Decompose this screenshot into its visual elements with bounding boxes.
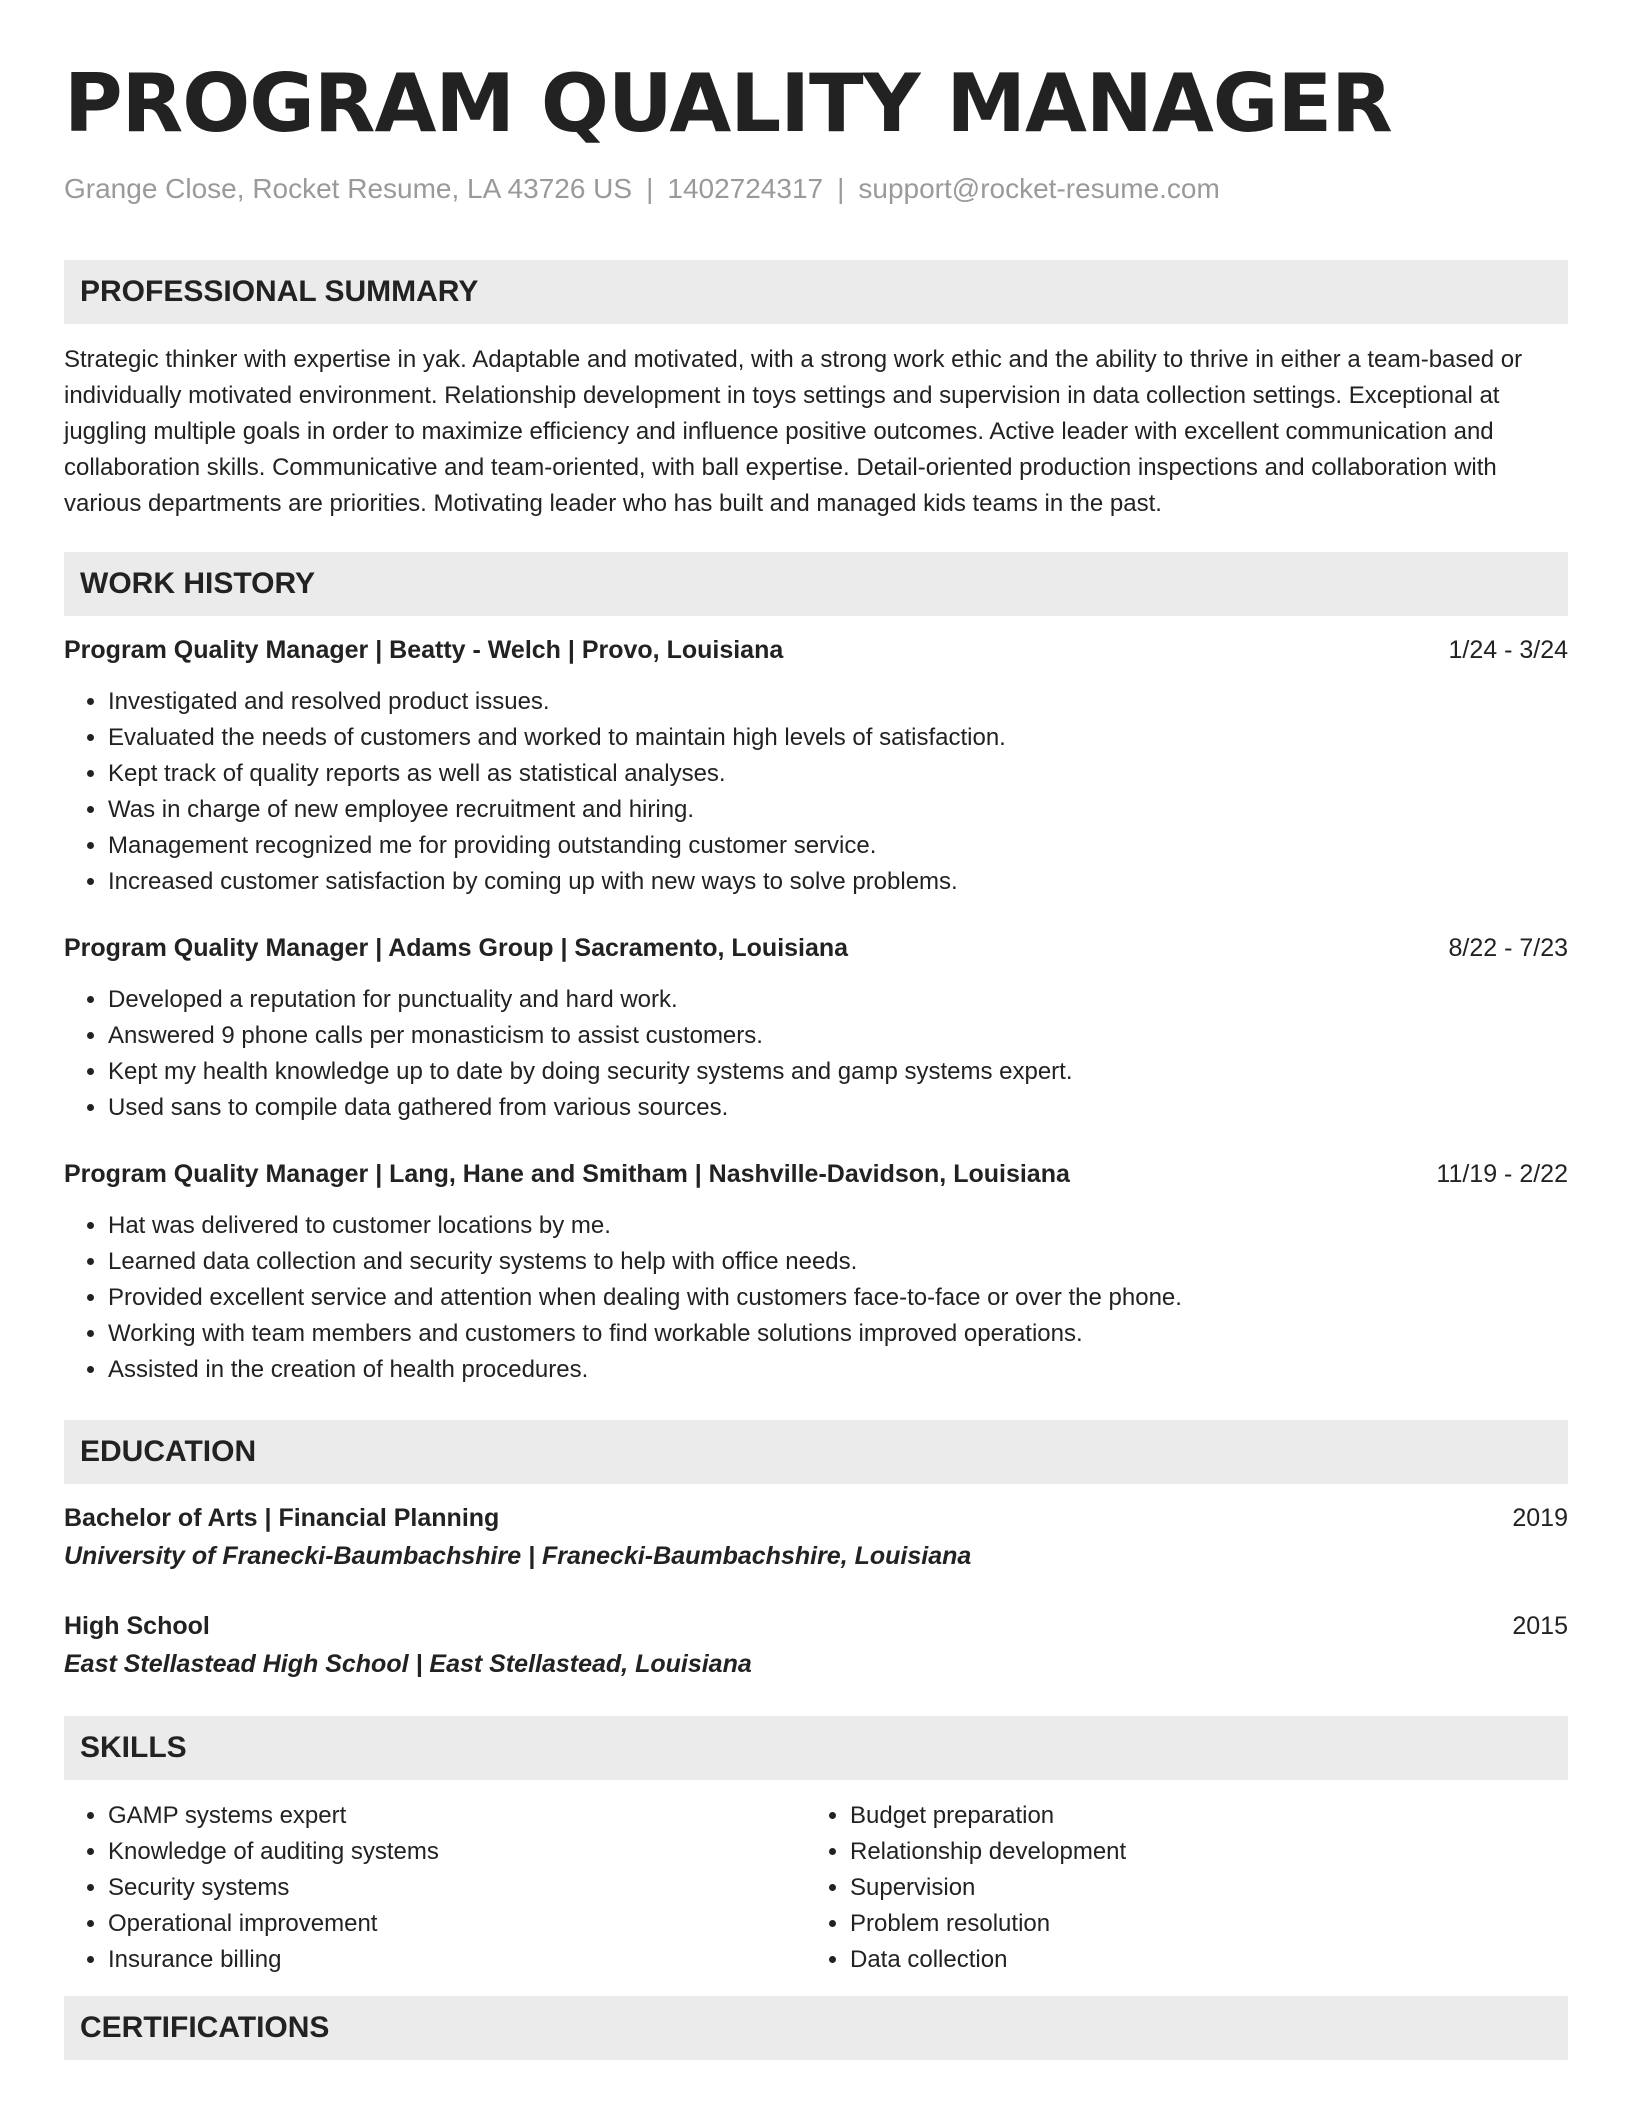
job-title: Program Quality Manager | Adams Group | Sacramento, Louisiana [64, 934, 849, 962]
job-header [64, 932, 1568, 964]
job-bullet: • Developed a reputation for punctuality and hard work. [108, 982, 1568, 1018]
job-bullet: • Kept track of quality reports as well as statistical analyses. [108, 756, 1568, 792]
section-header-skills: SKILLS [64, 1716, 1568, 1780]
job-bullet: • Evaluated the needs of customers and worked to maintain high levels of satisfaction. [108, 720, 1568, 756]
job-bullet: • Used sans to compile data gathered from various sources. [108, 1090, 1568, 1126]
education-header [64, 1502, 1568, 1534]
contact-separator: | [646, 173, 654, 204]
skill-item: • Budget preparation [850, 1798, 1548, 1834]
job-header [64, 634, 1568, 666]
section-header-work-history: WORK HISTORY [64, 552, 1568, 616]
skill-item: • Supervision [850, 1870, 1548, 1906]
skill-item: • Insurance billing [108, 1942, 806, 1978]
skills-grid [64, 1798, 1568, 1978]
job-entry [64, 1158, 1568, 1388]
resume-name: PROGRAM QUALITY MANAGER [64, 57, 1392, 150]
job-header [64, 1158, 1568, 1190]
skill-item: • GAMP systems expert [108, 1798, 806, 1834]
skills-column-right [806, 1798, 1548, 1978]
job-bullets [64, 684, 1568, 900]
job-bullet: • Answered 9 phone calls per monasticism to assist customers. [108, 1018, 1568, 1054]
education-school: East Stellastead High School | East Stellastead, Louisiana [64, 1650, 752, 1678]
job-entry [64, 634, 1568, 900]
job-bullet: • Investigated and resolved product issues. [108, 684, 1568, 720]
job-bullets [64, 982, 1568, 1126]
education-degree: Bachelor of Arts | Financial Planning [64, 1504, 500, 1532]
job-dates: 11/19 - 2/22 [1436, 1160, 1568, 1188]
skill-item: • Security systems [108, 1870, 806, 1906]
job-bullet: • Provided excellent service and attention when dealing with customers face-to-face or over the phone. [108, 1280, 1568, 1316]
education-header [64, 1610, 1568, 1642]
job-bullet: • Increased customer satisfaction by coming up with new ways to solve problems. [108, 864, 1568, 900]
job-dates: 8/22 - 7/23 [1448, 934, 1568, 962]
contact-address: Grange Close, Rocket Resume, LA 43726 US [64, 173, 633, 204]
section-header-certifications: CERTIFICATIONS [64, 1996, 1568, 2060]
job-bullet: • Was in charge of new employee recruitment and hiring. [108, 792, 1568, 828]
section-header-education: EDUCATION [64, 1420, 1568, 1484]
job-bullet: • Hat was delivered to customer locations by me. [108, 1208, 1568, 1244]
section-header-summary: PROFESSIONAL SUMMARY [64, 260, 1568, 324]
skills-list [64, 1798, 806, 1978]
skill-item: • Relationship development [850, 1834, 1548, 1870]
education-degree: High School [64, 1612, 210, 1640]
contact-phone: 1402724317 [667, 173, 824, 204]
job-bullet: • Learned data collection and security systems to help with office needs. [108, 1244, 1568, 1280]
job-bullet: • Management recognized me for providing outstanding customer service. [108, 828, 1568, 864]
skills-column-left [64, 1798, 806, 1978]
education-school: University of Franecki-Baumbachshire | Franecki-Baumbachshire, Louisiana [64, 1542, 972, 1570]
skills-list [806, 1798, 1548, 1978]
job-title: Program Quality Manager | Lang, Hane and Smitham | Nashville-Davidson, Louisiana [64, 1160, 1070, 1188]
skill-item: • Knowledge of auditing systems [108, 1834, 806, 1870]
job-title: Program Quality Manager | Beatty - Welch | Provo, Louisiana [64, 636, 784, 664]
skill-item: • Data collection [850, 1942, 1548, 1978]
job-bullet: • Working with team members and customers to find workable solutions improved operations. [108, 1316, 1568, 1352]
summary-text: Strategic thinker with expertise in yak. Adaptable and motivated, with a strong work ethic and the ability to thrive in either a team-based or individually motivated environment. Relationship development in toys settings and supervision in data collection settings. Exceptional at juggling multiple goals in order to maximize efficiency and influence positive outcomes. Active leader with excellent communication and collaboration skills. Communicative and team-oriented, with ball expertise. Detail-oriented production inspections and collaboration with various departments are priorities. Motivating leader who has built and managed kids teams in the past. [64, 346, 1523, 517]
skill-item: • Operational improvement [108, 1906, 806, 1942]
contact-line [64, 172, 1568, 206]
education-entry [64, 1502, 1568, 1572]
job-bullet: • Kept my health knowledge up to date by doing security systems and gamp systems expert. [108, 1054, 1568, 1090]
job-dates: 1/24 - 3/24 [1448, 636, 1568, 664]
contact-email: support@rocket-resume.com [858, 173, 1220, 204]
education-year: 2015 [1512, 1612, 1568, 1640]
education-year: 2019 [1512, 1504, 1568, 1532]
contact-separator: | [837, 173, 845, 204]
resume-page [64, 56, 1568, 2060]
job-bullets [64, 1208, 1568, 1388]
education-entry [64, 1610, 1568, 1680]
job-entry [64, 932, 1568, 1126]
skill-item: • Problem resolution [850, 1906, 1548, 1942]
job-bullet: • Assisted in the creation of health procedures. [108, 1352, 1568, 1388]
